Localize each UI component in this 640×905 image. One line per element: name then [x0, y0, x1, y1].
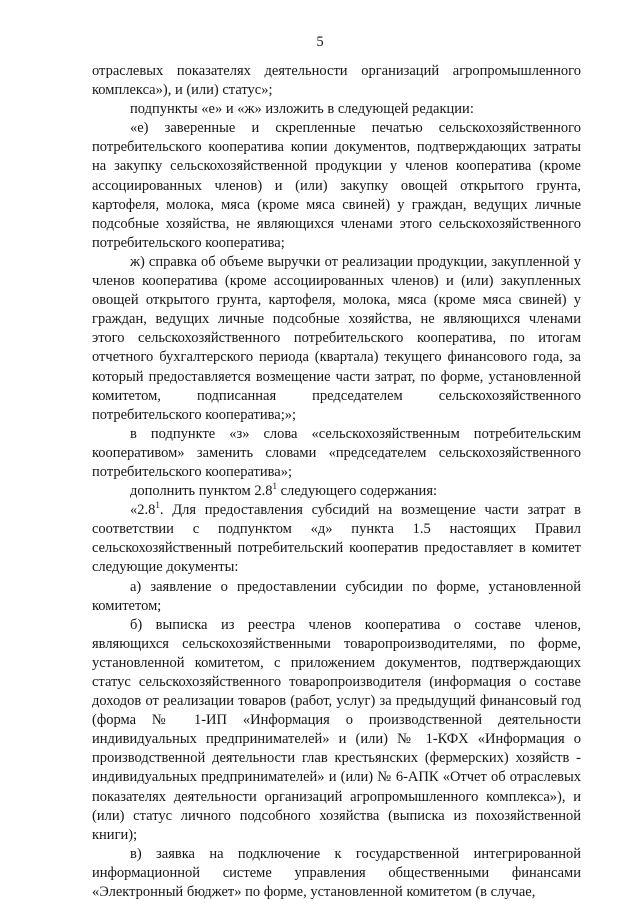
paragraph-add-point — [92, 482, 581, 501]
paragraph-subitems-intro: подпункты «е» и «ж» изложить в следующей редакции: — [130, 101, 474, 118]
superscript: 1 — [155, 500, 160, 511]
paragraph-item-e: «е) заверенные и скрепленные печатью сельскохозяйственного потребительского кооператива копии документов, подтверждающих затраты на закупку сельскохозяйственной продукции у членов кооператива (кроме ассоциированных членов) и (или) закупку овощей открытого грунта, картофеля, молока, мяса (кроме мяса свиней) у граждан, ведущих личные подсобные хозяйства, не являющихся членами этого сельскохозяйственного потребительского кооператива; — [92, 120, 581, 251]
paragraph-item-zh: ж) справка об объеме выручки от реализации продукции, закупленной у членов кооператива (кроме ассоциированных членов) и (или) закупленных овощей открытого грунта, картофеля, молока, мяса (кроме мяса свиней) у граждан, ведущих личные подсобные хозяйства, не являющихся членами этого сельскохозяйственного потребительского кооператива, по итогам отчетного бухгалтерского периода (квартала) текущего финансового года, за который предоставляется возмещение части затрат, по форме, установленной комитетом, подписанная председателем сельскохозяйственного потребительского кооператива;»; — [92, 253, 581, 423]
paragraph-continuation: отраслевых показателях деятельности организаций агропромышленного комплекса»), и (или) статус»; — [92, 63, 581, 99]
paragraph-point-2-8-1 — [92, 501, 581, 577]
paragraph-item-z: в подпункте «з» слова «сельскохозяйственным потребительским кооперативом» заменить словами «председателем сельскохозяйственного потребительского кооператива»; — [92, 425, 581, 480]
text-segment: дополнить пунктом 2.8 — [130, 483, 273, 500]
paragraph-item-v: в) заявка на подключение к государственной интегрированной информационной системе управления общественными финансами «Электронный бюджет» по форме, установленной комитетом (в случае, — [92, 845, 581, 901]
text-segment: «2.8 — [130, 502, 156, 519]
page-number: 5 — [316, 34, 324, 50]
paragraph-item-a: а) заявление о предоставлении субсидии по форме, установленной комитетом; — [92, 578, 581, 614]
document-body — [92, 62, 581, 902]
superscript: 1 — [272, 481, 277, 492]
text-segment: . Для предоставления субсидий на возмещение части затрат в соответствии с подпунктом «д» пункта 1.5 настоящих Правил сельскохозяйственный потребительский кооператив предоставляет в комитет следующие документы: — [92, 502, 581, 576]
text-segment: следующего содержания: — [276, 483, 438, 500]
paragraph-item-b: б) выписка из реестра членов кооператива о составе членов, являющихся сельскохозяйственными товаропроизводителями, по форме, установленной комитетом, с приложением документов, подтверждающих статус сельскохозяйственного товаропроизводителя (информация о составе доходов от реализации товаров (работ, услуг) за предыдущий финансовый год (форма № 1-ИП «Информация о производственной деятельности индивидуальных предпринимателей» и (или) № 1-КФХ «Информация о производственной деятельности глав крестьянских (фермерских) хозяйств - индивидуальных предпринимателей» и (или) № 6-АПК «Отчет об отраслевых показателях деятельности организаций агропромышленного комплекса»), и (или) статус личного подсобного хозяйства (выписка из похозяйственной книги); — [92, 616, 581, 843]
